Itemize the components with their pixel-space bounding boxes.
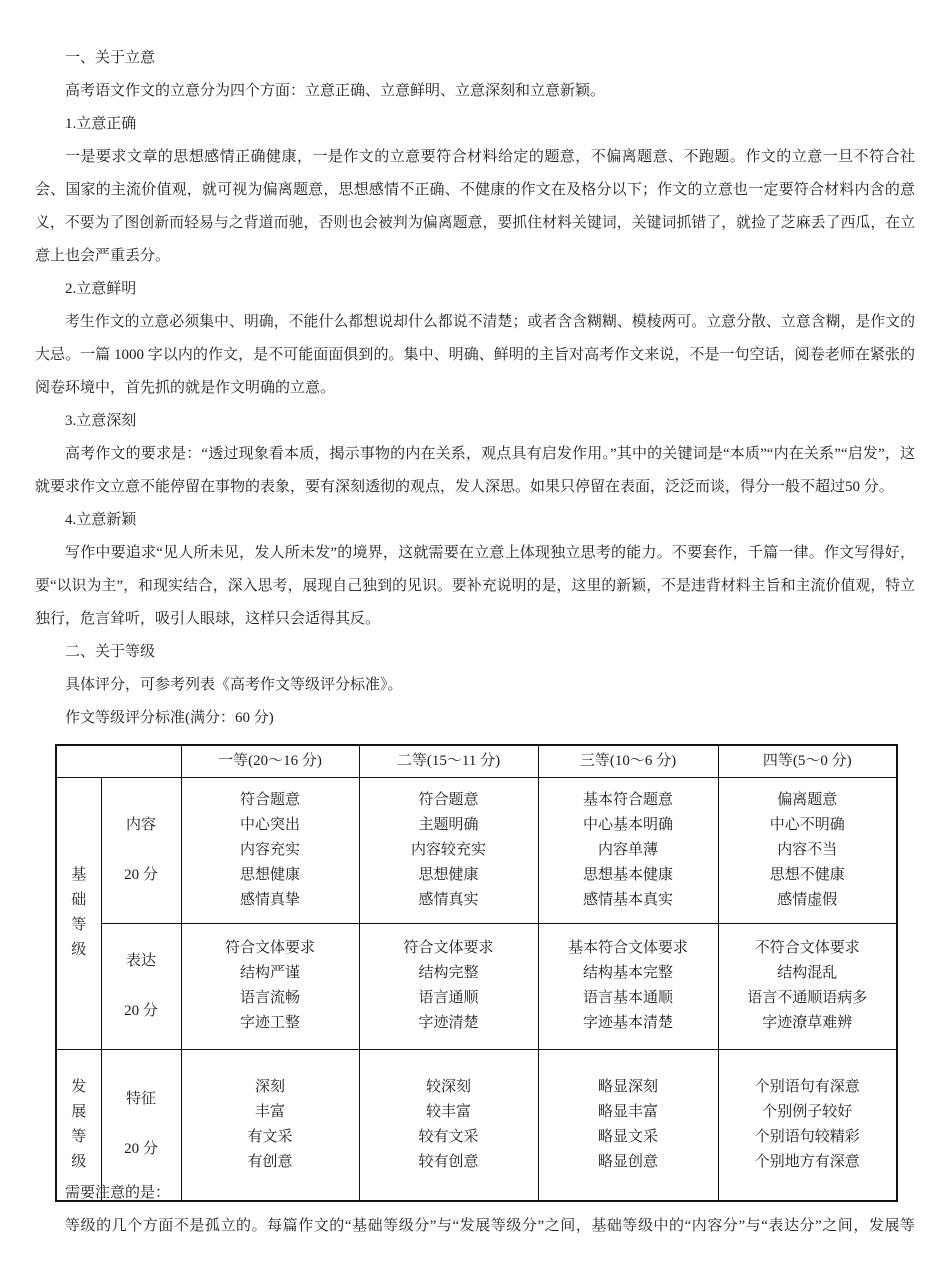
paragraph-line: 就要求作文立意不能停留在事物的表象，要有深刻透彻的观点，发人深思。如果只停留在表面，泛泛而谈，得分一般不超过50 分。	[35, 479, 894, 495]
paragraph-line: 考生作文的立意必须集中、明确，不能什么都想说却什么都说不清楚；或者含含糊糊、模棱两可。立意分散、立意含糊，是作文的	[65, 314, 915, 330]
section-heading: 一、关于立意	[65, 50, 156, 66]
paragraph-line: 写作中要追求“见人所未见，发人所未发”的境界，这就需要在立意上体现独立思考的能力。不要套作，千篇一律。作文写得好，	[65, 545, 915, 561]
paragraph-line: 高考作文的要求是：“透过现象看本质，揭示事物的内在关系，观点具有启发作用。”其中的关键词是“本质”“内在关系”“启发”，这	[65, 446, 915, 462]
grade-cell: 略显深刻 略显丰富 略显文采 略显创意	[538, 1049, 718, 1201]
section-intro: 高考语文作文的立意分为四个方面：立意正确、立意鲜明、立意深刻和立意新颖。	[65, 83, 606, 99]
criterion-name: 特征	[125, 1091, 156, 1107]
paragraph-line: 义，不要为了图创新而轻易与之背道而驰，否则也会被判为偏离题意，要抓住材料关键词，关键词抓错了，就捡了芝麻丢了西瓜，在立	[35, 215, 915, 231]
paragraph-line: 一是要求文章的思想感情正确健康，一是作文的立意要符合材料给定的题意，不偏离题意、不跑题。作文的立意一旦不符合社	[65, 149, 915, 165]
criterion-cell	[101, 923, 181, 1049]
paragraph-line: 要“以识为主”，和现实结合，深入思考，展现自己独到的见识。要补充说明的是，这里的新颖，不是违背材料主旨和主流价值观，特立	[35, 578, 915, 594]
grade-cell: 符合文体要求 结构严谨 语言流畅 字迹工整	[181, 923, 359, 1049]
grade-cell: 偏离题意 中心不明确 内容不当 思想不健康 感情虚假	[718, 777, 897, 923]
section-intro: 具体评分，可参考列表《高考作文等级评分标准》。	[65, 677, 403, 693]
table-caption: 作文等级评分标准(满分：60 分)	[65, 710, 274, 726]
note-block	[35, 1177, 915, 1243]
grade-header-cell: 一等(20～16 分)	[181, 745, 359, 777]
paragraph-line: 阅卷环境中，首先抓的就是作文明确的立意。	[35, 380, 336, 396]
grade-cell: 符合文体要求 结构完整 语言通顺 字迹清楚	[359, 923, 538, 1049]
table-corner-cell	[56, 745, 181, 777]
paragraph-line: 等级的几个方面不是孤立的。每篇作文的“基础等级分”与“发展等级分”之间，基础等级中的“内容分”与“表达分”之间，发展等	[65, 1218, 915, 1234]
subsection-title: 3.立意深刻	[65, 413, 137, 429]
subsection-title: 2.立意鲜明	[65, 281, 137, 297]
grade-cell: 深刻 丰富 有文采 有创意	[181, 1049, 359, 1201]
table-row	[56, 923, 897, 1049]
table-header-row	[56, 745, 897, 777]
grading-table	[55, 744, 898, 1202]
group-label-development: 发展等级	[71, 1078, 87, 1170]
note-title: 需要注意的是：	[65, 1185, 171, 1201]
criterion-cell	[101, 777, 181, 923]
criterion-score: 20 分	[124, 1141, 158, 1157]
subsection-title: 1.立意正确	[65, 116, 137, 132]
paragraph-line: 大忌。一篇 1000 字以内的作文，是不可能面面俱到的。集中、明确、鲜明的主旨对高考作文来说，不是一句空话，阅卷老师在紧张的	[35, 347, 915, 363]
group-label-cell	[56, 777, 101, 1049]
grade-header-cell: 二等(15～11 分)	[359, 745, 538, 777]
grade-cell: 个别语句有深意 个别例子较好 个别语句较精彩 个别地方有深意	[718, 1049, 897, 1201]
paragraph-line: 会、国家的主流价值观，就可视为偏离题意，思想感情不正确、不健康的作文在及格分以下；作文的立意也一定要符合材料内含的意	[35, 182, 915, 198]
grade-header-cell: 三等(10～6 分)	[538, 745, 718, 777]
paragraph-line: 意上也会严重丢分。	[35, 248, 171, 264]
paragraph-line: 独行，危言耸听，吸引人眼球，这样只会适得其反。	[35, 611, 381, 627]
grade-cell: 符合题意 主题明确 内容较充实 思想健康 感情真实	[359, 777, 538, 923]
document-body	[35, 42, 915, 735]
criterion-score: 20 分	[124, 866, 158, 883]
criterion-score: 20 分	[124, 1002, 158, 1019]
section-heading: 二、关于等级	[65, 644, 156, 660]
table-row	[56, 777, 897, 923]
criterion-name: 内容	[125, 816, 156, 833]
group-label-basic: 基础等级	[71, 867, 87, 958]
subsection-title: 4.立意新颖	[65, 512, 137, 528]
grade-cell: 基本符合文体要求 结构基本完整 语言基本通顺 字迹基本清楚	[538, 923, 718, 1049]
grade-cell: 符合题意 中心突出 内容充实 思想健康 感情真挚	[181, 777, 359, 923]
grade-header-cell: 四等(5～0 分)	[718, 745, 897, 777]
grade-cell: 不符合文体要求 结构混乱 语言不通顺语病多 字迹潦草难辨	[718, 923, 897, 1049]
criterion-name: 表达	[125, 952, 156, 969]
grade-cell: 基本符合题意 中心基本明确 内容单薄 思想基本健康 感情基本真实	[538, 777, 718, 923]
grade-cell: 较深刻 较丰富 较有文采 较有创意	[359, 1049, 538, 1201]
